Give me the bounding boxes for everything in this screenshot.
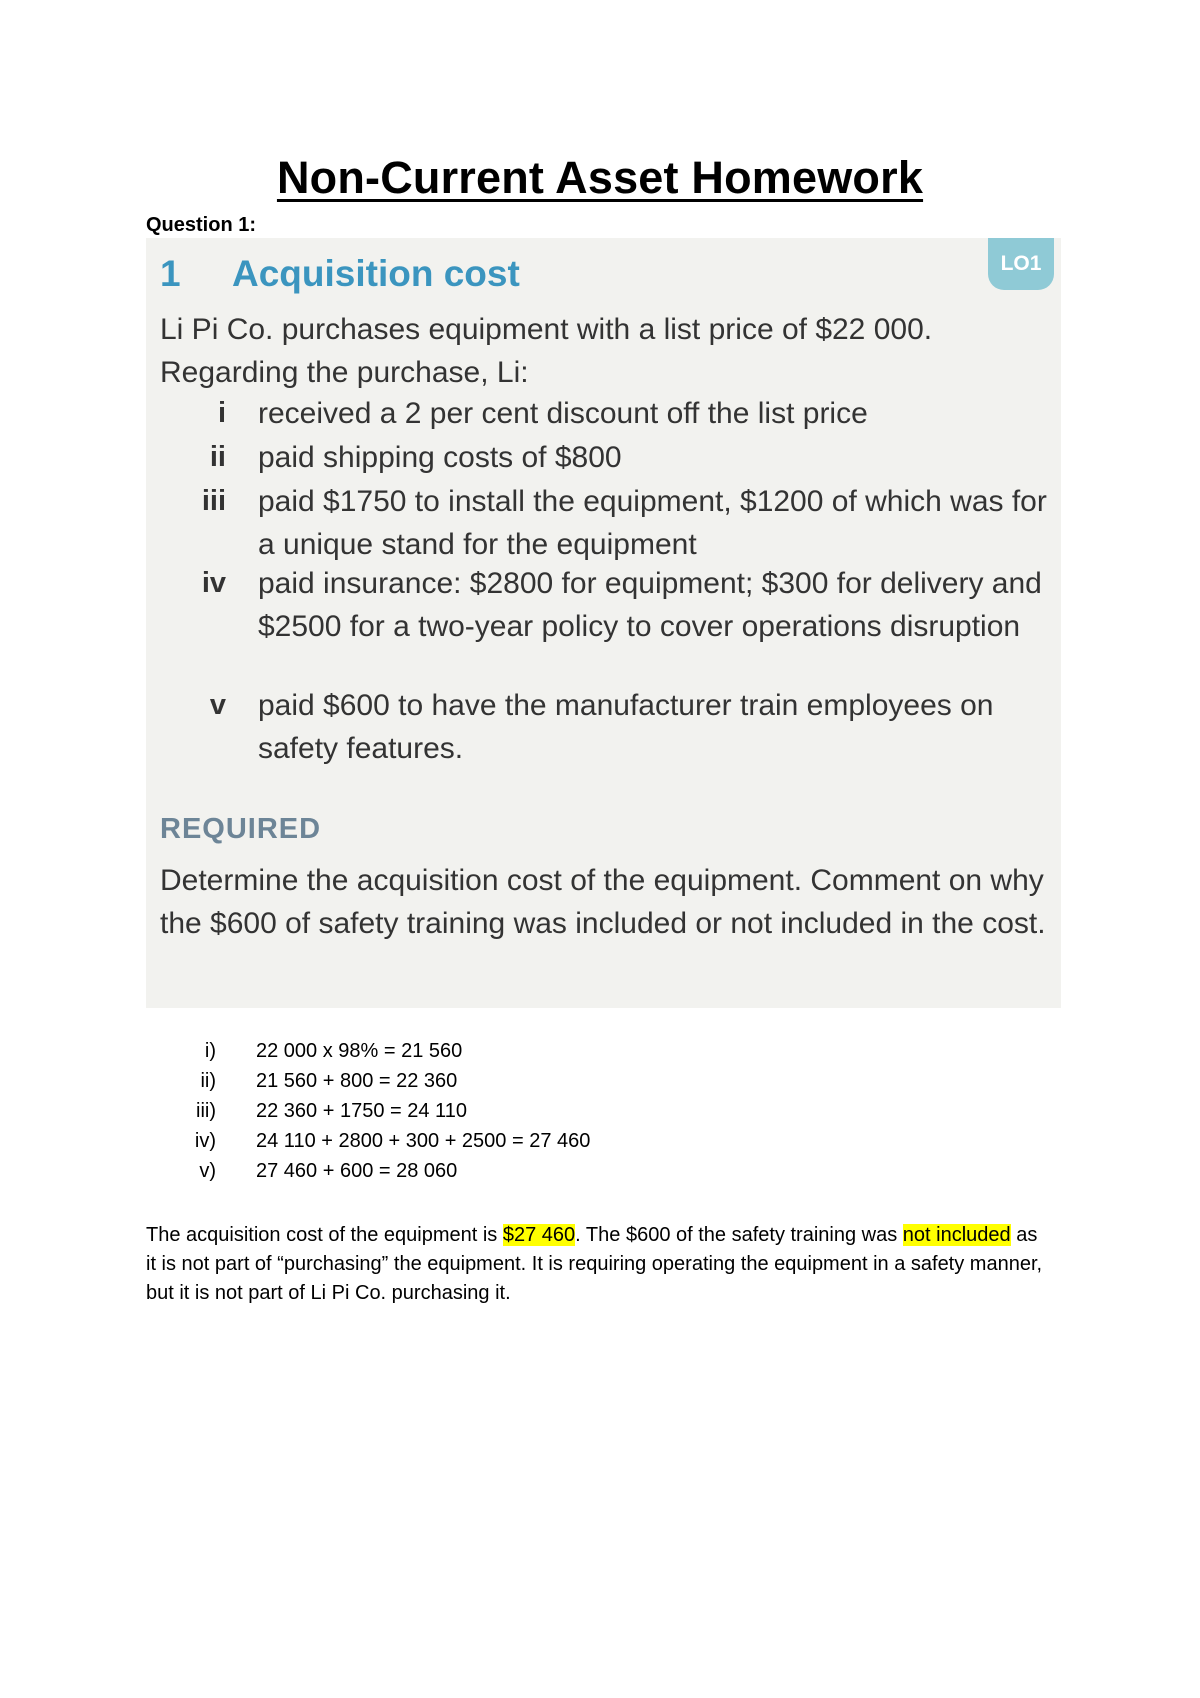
learning-objective-badge: LO1	[988, 238, 1054, 290]
exercise-number: 1	[160, 253, 181, 294]
exercise-item-numeral: iv	[201, 567, 226, 599]
calculation-text: 24 110 + 2800 + 300 + 2500 = 27 460	[256, 1130, 591, 1152]
calculation-numeral: iv)	[194, 1130, 216, 1152]
exercise-item-numeral: v	[209, 689, 226, 721]
calculation-text: 21 560 + 800 = 22 360	[256, 1070, 458, 1092]
calculation-numeral: iii)	[196, 1100, 216, 1122]
exercise-intro	[160, 308, 1040, 394]
textbook-excerpt	[146, 238, 1061, 1008]
exercise-item-text: paid shipping costs of $800	[258, 441, 622, 474]
calculation-row	[146, 1040, 1046, 1070]
answer-paragraph	[146, 1221, 1046, 1308]
answer-text-part1: The acquisition cost of the equipment is	[146, 1224, 503, 1246]
calculation-row	[146, 1100, 1046, 1130]
required-text: Determine the acquisition cost of the equipment. Comment on why the $600 of safety training was included or not included in the cost.	[160, 864, 1046, 940]
calculation-text: 22 360 + 1750 = 24 110	[256, 1100, 467, 1122]
exercise-item-text: paid $600 to have the manufacturer train employees on safety features.	[258, 689, 994, 765]
exercise-item-numeral: i	[217, 397, 226, 429]
question-label: Question 1:	[146, 214, 257, 236]
calculation-numeral: v)	[199, 1160, 216, 1182]
required-label: REQUIRED	[160, 813, 322, 845]
exercise-heading: Acquisition cost	[232, 253, 520, 294]
exercise-item-text: received a 2 per cent discount off the list price	[258, 397, 868, 430]
answer-text-part3: as it is not part of “purchasing” the equipment. It is requiring operating the equipment in a safety manner, but it is not part of Li Pi Co. purchasing it.	[146, 1224, 1043, 1304]
calculation-row	[146, 1160, 1046, 1190]
calculation-list	[146, 1040, 1046, 1190]
exercise-item-numeral: ii	[209, 441, 226, 473]
exercise-item-numeral: iii	[201, 485, 226, 517]
calculation-numeral: i)	[204, 1040, 216, 1062]
exercise-intro-text: Li Pi Co. purchases equipment with a list price of $22 000. Regarding the purchase, Li:	[160, 313, 933, 389]
calculation-text: 22 000 x 98% = 21 560	[256, 1040, 463, 1062]
document-title: Non-Current Asset Homework	[276, 152, 924, 203]
exercise-item-text: paid $1750 to install the equipment, $1200 of which was for a unique stand for the equipment	[258, 485, 1047, 561]
answer-highlight-cost: $27 460	[502, 1224, 576, 1246]
calculation-row	[146, 1070, 1046, 1100]
calculation-numeral: ii)	[200, 1070, 216, 1092]
exercise-item-text: paid insurance: $2800 for equipment; $300 for delivery and $2500 for a two-year policy to cover operations disruption	[258, 567, 1042, 643]
answer-text-part2: . The $600 of the safety training was	[575, 1224, 903, 1246]
answer-highlight-not-included: not included	[902, 1224, 1011, 1246]
calculation-row	[146, 1130, 1046, 1160]
calculation-text: 27 460 + 600 = 28 060	[256, 1160, 458, 1182]
